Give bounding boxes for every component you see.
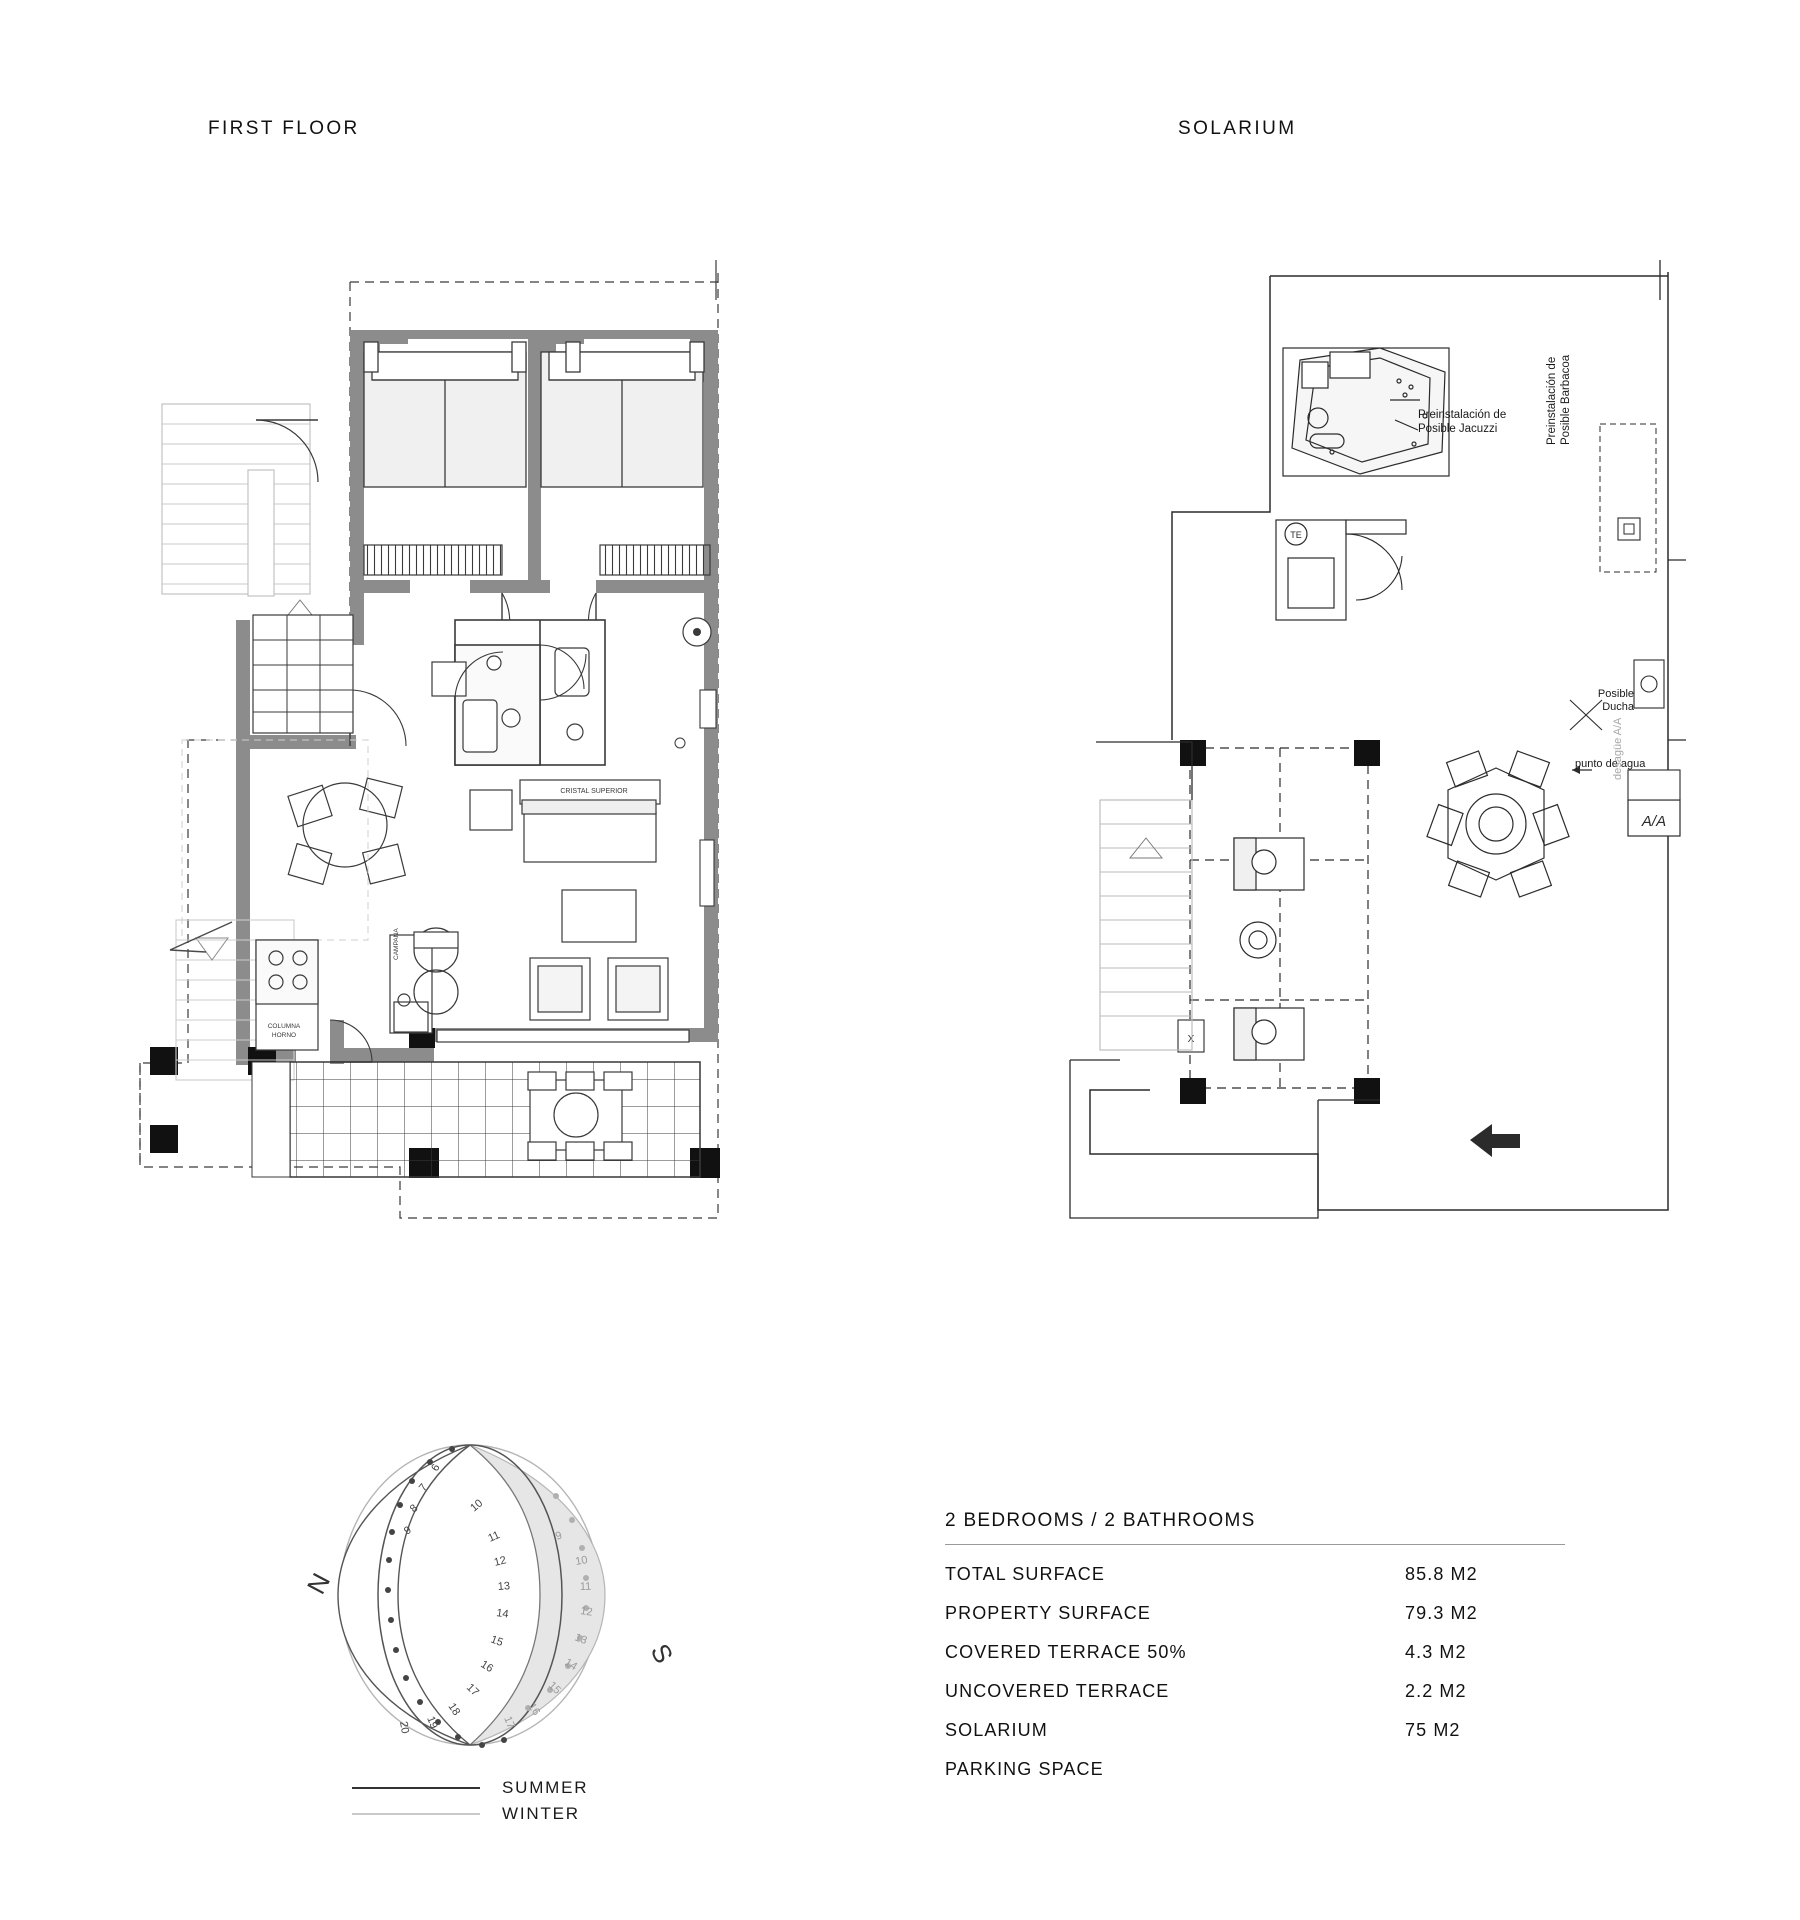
spec-label: SOLARIUM <box>945 1720 1048 1740</box>
svg-text:9: 9 <box>553 1529 564 1543</box>
svg-text:18: 18 <box>445 1700 463 1718</box>
svg-text:8: 8 <box>407 1502 421 1516</box>
jacuzzi-annotation-line1: Preinstalación de <box>1418 409 1507 421</box>
legend-label-winter: WINTER <box>502 1804 580 1823</box>
svg-text:13: 13 <box>572 1631 589 1648</box>
spec-row-solarium <box>945 1711 1565 1750</box>
svg-text:19: 19 <box>424 1714 440 1731</box>
svg-text:15: 15 <box>488 1633 505 1650</box>
spec-row-uncovered-terrace <box>945 1672 1565 1711</box>
svg-text:12: 12 <box>492 1554 508 1569</box>
spec-row-parking-space <box>945 1750 1565 1789</box>
svg-text:HORNO: HORNO <box>271 1032 297 1039</box>
svg-text:10: 10 <box>468 1497 486 1515</box>
svg-text:15: 15 <box>545 1679 564 1697</box>
specs-divider <box>945 1544 1565 1545</box>
spec-value: 4.3 M2 <box>1405 1642 1467 1662</box>
te-mark-label: TE <box>1290 530 1302 540</box>
spec-label: PROPERTY SURFACE <box>945 1603 1151 1623</box>
barbacoa-annotation-line1: Preinstalación de <box>1546 356 1558 445</box>
shower-annotation-line1: Posible <box>1597 688 1634 700</box>
legend-row-winter <box>352 1801 588 1827</box>
barbacoa-annotation-line2: Posible Barbacoa <box>1560 354 1572 445</box>
svg-text:7: 7 <box>416 1481 431 1494</box>
legend-label-summer: SUMMER <box>502 1778 589 1797</box>
svg-text:9: 9 <box>401 1524 414 1538</box>
spec-row-property-surface <box>945 1594 1565 1633</box>
jacuzzi-annotation-line2: Posible Jacuzzi <box>1418 423 1498 435</box>
svg-text:16: 16 <box>478 1658 496 1676</box>
svg-text:13: 13 <box>497 1580 511 1593</box>
shower-annotation <box>1570 688 1634 714</box>
columna-horno-label: COLUMNA <box>267 1023 301 1030</box>
svg-text:6: 6 <box>429 1462 443 1474</box>
first-floor-title: FIRST FLOOR <box>208 118 360 139</box>
spec-label: UNCOVERED TERRACE <box>945 1681 1170 1701</box>
spec-label: COVERED TERRACE 50% <box>945 1642 1187 1662</box>
barbacoa-annotation <box>1545 355 1573 445</box>
x-mark-label: X <box>1187 1034 1195 1045</box>
svg-text:17: 17 <box>501 1714 517 1731</box>
svg-text:11: 11 <box>486 1529 502 1545</box>
water-point-annotation: punto de agua <box>1575 758 1646 770</box>
jacuzzi-annotation <box>1418 408 1506 436</box>
svg-text:14: 14 <box>495 1607 510 1621</box>
solarium-title: SOLARIUM <box>1178 118 1297 139</box>
svg-text:12: 12 <box>579 1605 594 1619</box>
compass-north-label: N <box>300 1568 337 1599</box>
cristal-superior-label: CRISTAL SUPERIOR <box>560 788 628 795</box>
winter-line-swatch <box>352 1813 480 1815</box>
sun-path-legend <box>352 1775 588 1827</box>
specifications-panel <box>945 1510 1565 1789</box>
svg-text:20: 20 <box>397 1720 411 1735</box>
spec-label: TOTAL SURFACE <box>945 1564 1105 1584</box>
compass-south-label: S <box>644 1638 680 1669</box>
shower-annotation-line2: Ducha <box>1602 701 1634 713</box>
legend-row-summer <box>352 1775 588 1801</box>
spec-row-covered-terrace <box>945 1633 1565 1672</box>
svg-text:17: 17 <box>463 1681 482 1699</box>
spec-value: 85.8 M2 <box>1405 1564 1478 1584</box>
drain-annotation: desagüe A/A <box>1612 717 1624 780</box>
spec-value: 75 M2 <box>1405 1720 1461 1740</box>
spec-value: 2.2 M2 <box>1405 1681 1467 1701</box>
svg-text:16: 16 <box>525 1700 543 1718</box>
svg-text:11: 11 <box>579 1580 592 1593</box>
spec-value: 79.3 M2 <box>1405 1603 1478 1623</box>
spec-row-total-surface <box>945 1555 1565 1594</box>
spec-label: PARKING SPACE <box>945 1759 1104 1779</box>
aa-box-label: A/A <box>1641 813 1667 830</box>
specs-heading: 2 BEDROOMS / 2 BATHROOMS <box>945 1510 1256 1531</box>
svg-text:14: 14 <box>562 1656 580 1674</box>
summer-line-swatch <box>352 1787 480 1789</box>
svg-text:10: 10 <box>574 1554 589 1568</box>
campana-label: CAMPANA <box>393 928 400 960</box>
